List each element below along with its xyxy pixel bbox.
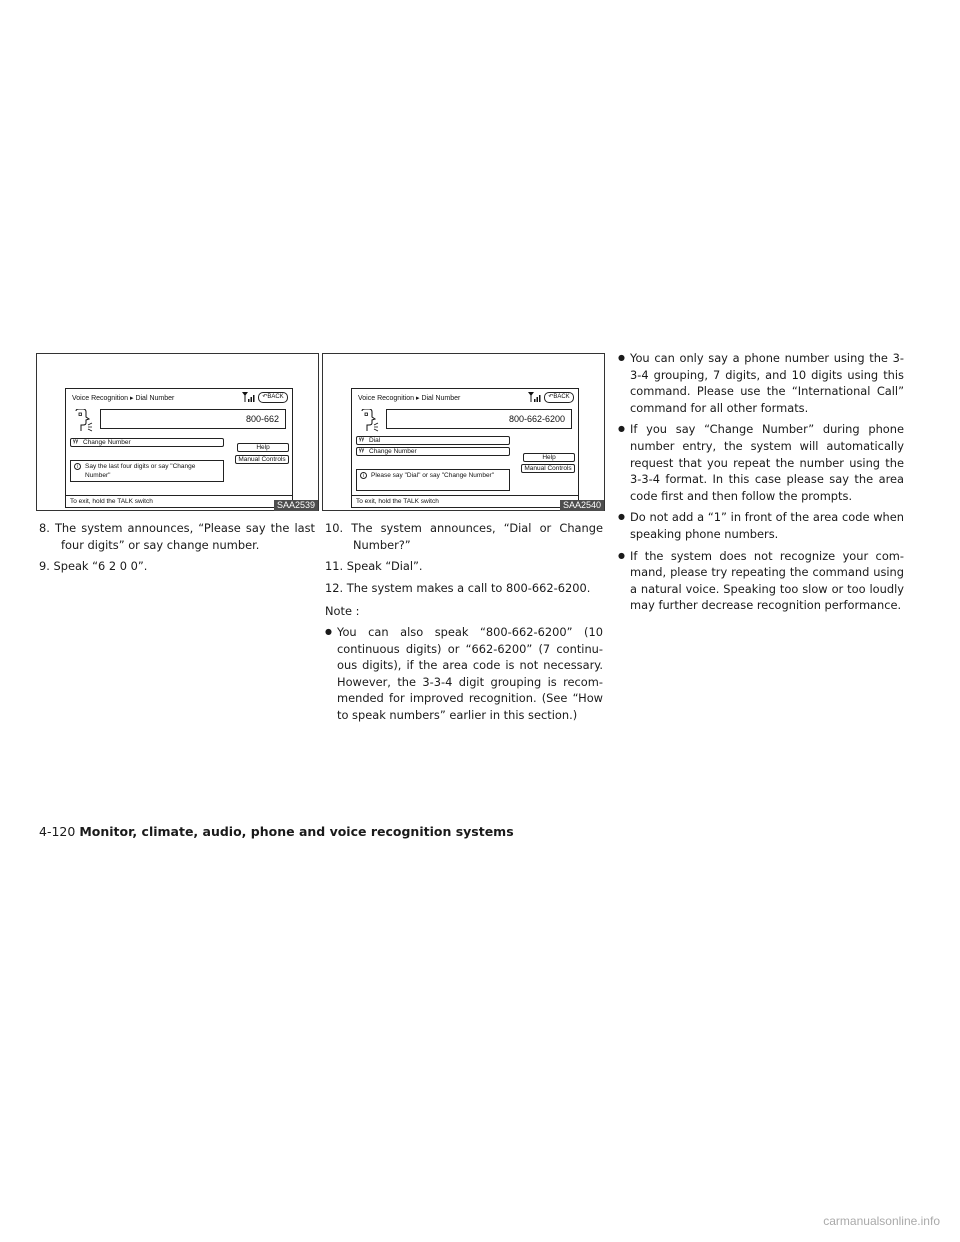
column-3 bbox=[618, 350, 904, 619]
section-title: Monitor, climate, audio, phone and voice recognition systems bbox=[79, 824, 514, 839]
back-arrow-icon: ↶ bbox=[262, 394, 268, 400]
bullet-item: ● You can only say a phone number using the 3-3-4 grouping, 7 digits, and 10 digits using this command. Please use the “International Call” command for all other formats. bbox=[618, 350, 904, 416]
option-change-number[interactable]: ᵞᵞ Change Number bbox=[70, 438, 224, 447]
info-icon: i bbox=[74, 463, 81, 470]
page-footer bbox=[39, 824, 514, 839]
dialed-number-display: 800-662-6200 bbox=[386, 409, 572, 429]
dialed-number-display: 800-662 bbox=[100, 409, 286, 429]
bullet-item: ● If the system does not recognize your com-mand, please try repeating the command using a natural voice. Speaking too slow or too loudly may further decrease recognition performance. bbox=[618, 548, 904, 614]
voice-recognition-screen bbox=[65, 388, 293, 508]
voice-command-icon: ᵞᵞ bbox=[73, 439, 79, 446]
help-button[interactable]: Help bbox=[523, 453, 575, 462]
page-number: 4-120 bbox=[39, 824, 76, 839]
watermark: carmanualsonline.info bbox=[823, 1214, 940, 1228]
back-button[interactable]: ↶BACK bbox=[544, 392, 574, 403]
prompt-message: i Say the last four digits or say "Change Number" bbox=[70, 460, 224, 482]
exit-hint: To exit, hold the TALK switch bbox=[352, 495, 578, 507]
back-arrow-icon: ↶ bbox=[548, 394, 554, 400]
note-bullet: ● You can also speak “800-662-6200” (10 continuous digits) or “662-6200” (7 continu-ous digits), if the area code is not necessary. However, the 3-3-4 digit grouping is recom-mended for improved recognition. (See “How to speak numbers” earlier in this section.) bbox=[325, 624, 603, 724]
column-2 bbox=[325, 520, 603, 729]
step-12: 12. The system makes a call to 800-662-6200. bbox=[325, 580, 591, 595]
bullet-item: ● If you say “Change Number” during phone number entry, the system will automatically request that you repeat the number using the 3-3-4 format. In this case please say the area code first and then follow the prompts. bbox=[618, 421, 904, 504]
voice-command-icon: ᵞᵞ bbox=[359, 437, 365, 444]
step-9: 9. Speak “6 2 0 0”. bbox=[39, 559, 148, 574]
manual-controls-button[interactable]: Manual Controls bbox=[235, 455, 289, 464]
prompt-message: i Please say "Dial" or say "Change Number" bbox=[356, 469, 510, 491]
breadcrumb: Voice Recognition ▸ Dial Number bbox=[72, 395, 175, 402]
speaking-head-icon bbox=[359, 409, 379, 433]
step-10: 10. The system announces, “Dial or Change Number?” bbox=[325, 521, 603, 552]
back-button[interactable]: ↶BACK bbox=[258, 392, 288, 403]
figure-code: SAA2539 bbox=[274, 500, 318, 511]
voice-command-icon: ᵞᵞ bbox=[359, 448, 365, 455]
figure-code: SAA2540 bbox=[560, 500, 604, 511]
manual-controls-button[interactable]: Manual Controls bbox=[521, 464, 575, 473]
voice-recognition-screen bbox=[351, 388, 579, 508]
signal-strength-icon bbox=[242, 392, 256, 402]
bullet-item: ● Do not add a “1” in front of the area code when speaking phone numbers. bbox=[618, 509, 904, 542]
figure-dial-number-step-10 bbox=[322, 353, 605, 511]
step-11: 11. Speak “Dial”. bbox=[325, 559, 423, 574]
info-icon: i bbox=[360, 472, 367, 479]
exit-hint: To exit, hold the TALK switch bbox=[66, 495, 292, 507]
help-button[interactable]: Help bbox=[237, 443, 289, 452]
figure-dial-number-step-8 bbox=[36, 353, 319, 511]
breadcrumb: Voice Recognition ▸ Dial Number bbox=[358, 395, 461, 402]
note-label: Note : bbox=[325, 604, 360, 619]
speaking-head-icon bbox=[73, 409, 93, 433]
option-change-number[interactable]: ᵞᵞ Change Number bbox=[356, 447, 510, 456]
signal-strength-icon bbox=[528, 392, 542, 402]
option-dial[interactable]: ᵞᵞ Dial bbox=[356, 436, 510, 445]
step-8: 8. The system announces, “Please say the last four digits” or say change number. bbox=[39, 521, 315, 552]
column-1 bbox=[39, 520, 315, 580]
